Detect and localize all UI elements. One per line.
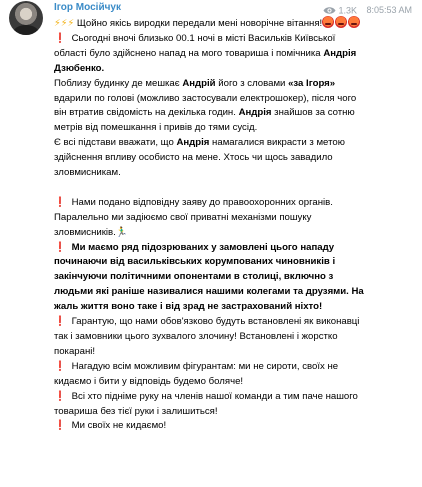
red-exclamation-icon: ❗	[54, 420, 66, 432]
paragraph-2-text: вдарили по голові (можливо застосували електрошокер), після чого він втратив свідомість на декілька годин.	[54, 92, 357, 119]
paragraph-5	[54, 241, 366, 316]
paragraph-8	[54, 390, 366, 420]
paragraph-8-text: Всі хто підніме руку на членів нашої команди а тим паче нашого товариша без тієї руки і залишиться!	[54, 390, 358, 417]
paragraph-9	[54, 419, 366, 434]
eye-icon	[323, 6, 336, 15]
post-header	[54, 0, 414, 16]
post-time: 8:05:53 AM	[366, 5, 412, 15]
paragraph-1-name: Андрія Дзюбенко.	[54, 47, 357, 74]
paragraph-1-text: Сьогодні вночі близько 00.1 ночі в місті Васильків Київської області було здійснено напад на мого товариша і помічника	[54, 32, 336, 59]
author-name[interactable]: Ігор Мосійчук	[54, 2, 121, 13]
paragraph-5-text: Ми маємо ряд підозрюваних у замовлені цього нападу починаючи від васильківських корумпованих чиновників і закінчуючи політичними опонентами в столиці, включно з людьми які раніше називалися нашими колегами та друзями. На жаль життя воно таке і від зрад не застрахований ніхто!	[54, 241, 364, 313]
angry-face-icon	[348, 16, 360, 28]
paragraph-4-text: Нами подано відповідну заяву до правоохоронних органів. Паралельно ми задіюємо свої приватні механізми пошуку зловмисників.	[54, 196, 333, 238]
red-exclamation-icon: ❗	[54, 390, 66, 402]
post-text	[54, 16, 366, 434]
paragraph-9-text: Ми своїх не кидаємо!	[68, 420, 167, 432]
paragraph-3-text: Є всі підстави вважати, що	[54, 137, 177, 149]
paragraph-2-text: знайшов за сотню метрів від помешкання і привів до тями сусід.	[54, 107, 355, 134]
paragraph-2-quote: «за Ігоря»	[288, 77, 336, 89]
intro-line	[54, 16, 366, 32]
paragraph-4	[54, 196, 366, 241]
avatar-silhouette	[13, 25, 39, 35]
paragraph-3	[54, 136, 366, 181]
man-running-icon: 🏃‍♂️	[115, 226, 128, 238]
view-count-value: 1.3K	[338, 5, 357, 16]
view-count	[323, 5, 357, 16]
angry-face-icon	[322, 16, 334, 28]
red-exclamation-icon: ❗	[54, 32, 66, 44]
paragraph-2-text: його з словами	[215, 77, 289, 89]
paragraph-2-name: Андрія	[238, 107, 272, 119]
high-voltage-icon: ⚡⚡⚡	[54, 18, 75, 29]
paragraph-gap	[54, 181, 366, 196]
intro-text: Щойно якісь виродки передали мені новорічне вітання!	[74, 18, 323, 29]
paragraph-7-text: Нагадую всім можливим фігурантам: ми не сироти, своїх не кидаємо і бити у відповідь будемо боляче!	[54, 360, 339, 387]
paragraph-7	[54, 360, 366, 390]
red-exclamation-icon: ❗	[54, 316, 66, 328]
angry-face-icon	[335, 16, 347, 28]
paragraph-2-name: Андрій	[182, 77, 216, 89]
red-exclamation-icon: ❗	[54, 360, 66, 372]
red-exclamation-icon: ❗	[54, 196, 66, 208]
author-avatar[interactable]	[9, 1, 43, 35]
red-exclamation-icon: ❗	[54, 241, 66, 253]
paragraph-6	[54, 315, 366, 360]
paragraph-2	[54, 77, 366, 137]
paragraph-2-text: Поблизу будинку де мешкає	[54, 77, 183, 89]
paragraph-3-name: Андрія	[176, 137, 210, 149]
paragraph-1	[54, 32, 366, 77]
paragraph-6-text: Гарантую, що нами обов'язково будуть встановлені як виконавці так і замовники цього зухвалого злочину! Встановлені і жорстко покарані!	[54, 316, 360, 357]
paragraph-3-text: намагалися викрасти з метою здійснення впливу особисто на мене. Хтось чи щось завадило зловмисникам.	[54, 137, 345, 179]
